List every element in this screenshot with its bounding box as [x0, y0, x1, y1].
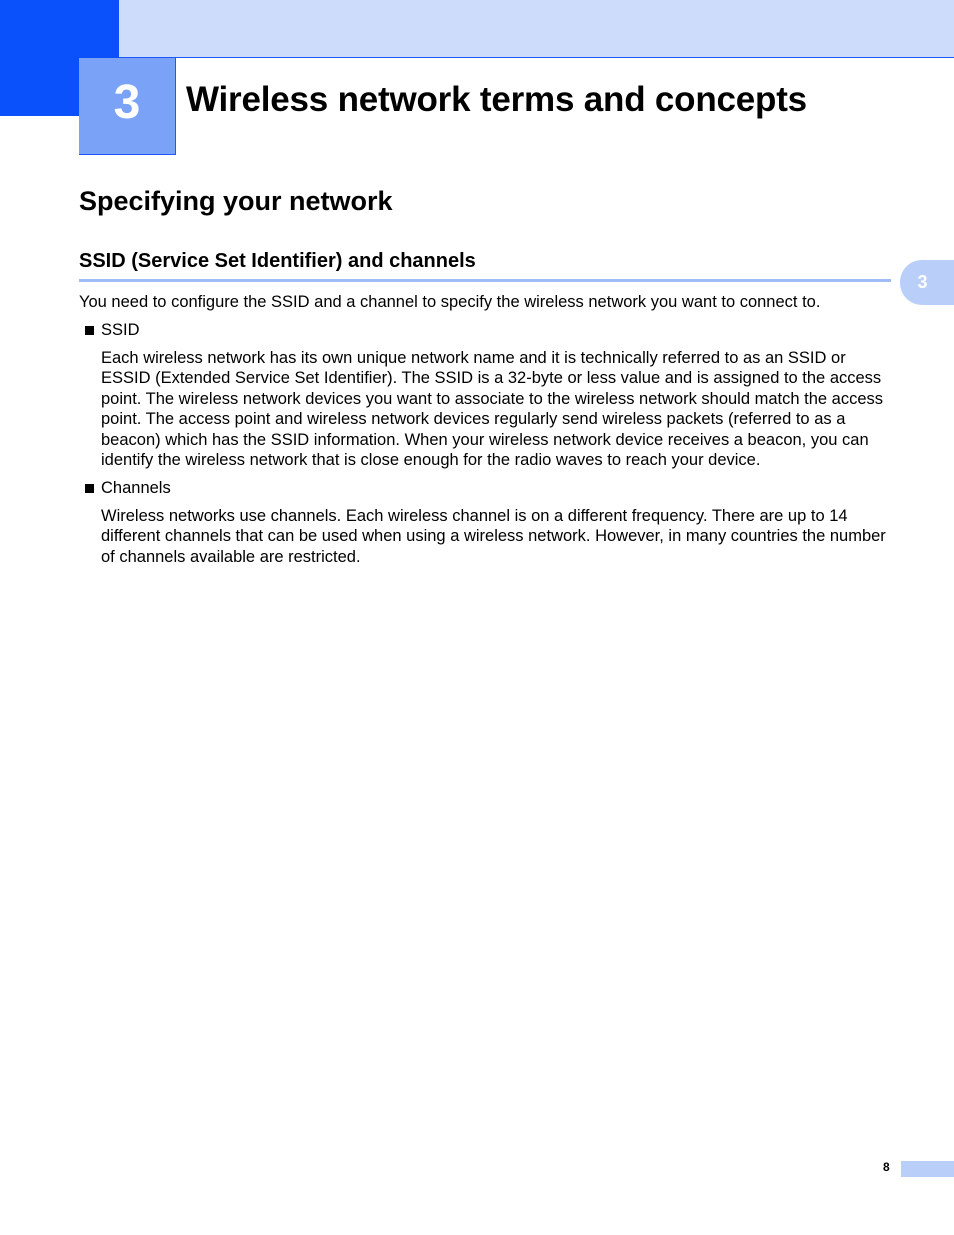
list-item-label: SSID — [101, 321, 140, 339]
page-number: 8 — [883, 1160, 890, 1174]
chapter-title: Wireless network terms and concepts — [186, 80, 807, 119]
list-item-paragraph: Wireless networks use channels. Each wireless channel is on a different frequency. There are up to 14 different channels that can be used when using a wireless network. However, in many countries the number of channels available are restricted. — [101, 507, 886, 566]
chapter-number-box — [79, 58, 176, 155]
section-title: Specifying your network — [79, 186, 393, 216]
side-tab-number: 3 — [917, 272, 928, 292]
chapter-number: 3 — [113, 76, 141, 129]
square-bullet-icon — [85, 484, 94, 493]
square-bullet-icon — [85, 326, 94, 335]
list-item-label: Channels — [101, 479, 171, 497]
header-divider — [118, 57, 954, 58]
list-item — [85, 320, 140, 340]
chapter-side-tab — [900, 260, 954, 305]
subsection-rule — [79, 279, 891, 282]
list-item-paragraph: Each wireless network has its own unique network name and it is technically referred to as an SSID or ESSID (Extended Service Set Identifier). The SSID is a 32-byte or less value and is assigned to the access point. The wireless network devices you want to associate to the wireless network should match the access point. The access point and wireless network devices regularly send wireless packets (referred to as a beacon) which has the SSID information. When your wireless network device receives a beacon, you can identify the wireless network that is close enough for the radio waves to reach your device. — [101, 349, 883, 470]
list-item — [85, 478, 171, 498]
header-band — [0, 0, 954, 58]
footer-bar — [901, 1161, 954, 1177]
subsection-title: SSID (Service Set Identifier) and channels — [79, 250, 476, 272]
intro-paragraph: You need to configure the SSID and a channel to specify the wireless network you want to connect to. — [79, 293, 821, 311]
